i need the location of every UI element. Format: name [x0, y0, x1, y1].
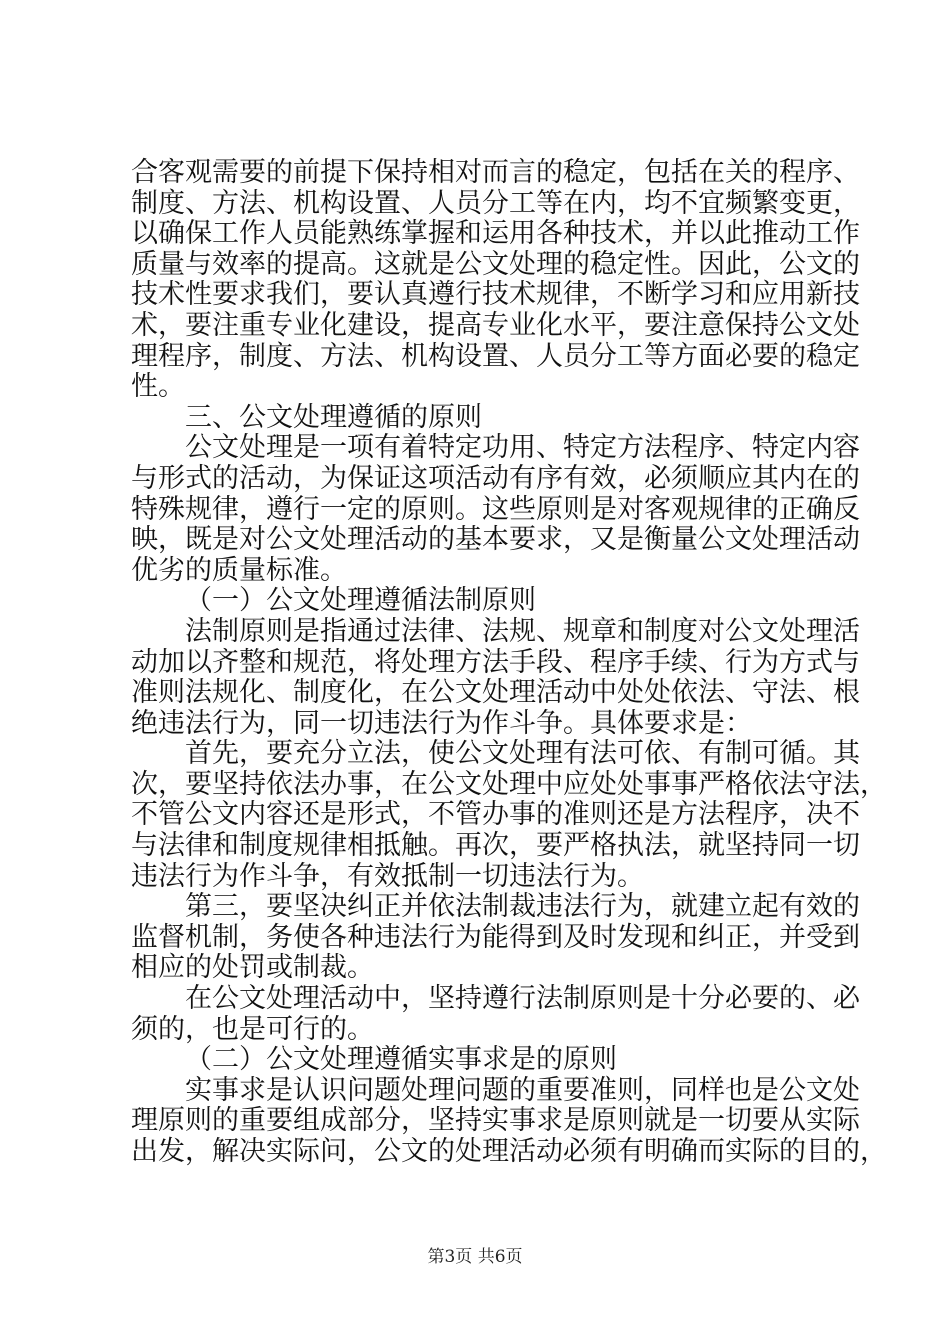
text-line: 性。	[131, 371, 185, 403]
text-line: 与形式的活动，为保证这项活动有序有效，必须顺应其内在的	[131, 462, 860, 494]
text-line: 在公文处理活动中，坚持遵行法制原则是十分必要的、必	[185, 983, 860, 1015]
text-line: 理原则的重要组成部分，坚持实事求是原则就是一切要从实际	[131, 1105, 860, 1137]
document-body	[131, 157, 887, 1168]
text-line: 映，既是对公文处理活动的基本要求，又是衡量公文处理活动	[131, 524, 860, 556]
text-line: 制度、方法、机构设置、人员分工等在内，均不宜频繁变更，	[131, 187, 860, 219]
text-line: 质量与效率的提高。这就是公文处理的稳定性。因此，公文的	[131, 248, 860, 280]
text-line: 术，要注重专业化建设，提高专业化水平，要注意保持公文处	[131, 309, 860, 341]
text-line: 以确保工作人员能熟练掌握和运用各种技术，并以此推动工作	[131, 218, 860, 250]
text-line: 合客观需要的前提下保持相对而言的稳定，包括在关的程序、	[131, 157, 860, 188]
text-line: 第三，要坚决纠正并依法制裁违法行为，就建立起有效的	[185, 891, 860, 923]
text-line: 优劣的质量标准。	[131, 554, 347, 586]
page-footer: 第3页 共6页	[427, 1247, 523, 1267]
text-line: 监督机制，务使各种违法行为能得到及时发现和纠正，并受到	[131, 921, 860, 953]
text-line: 相应的处罚或制裁。	[131, 952, 374, 984]
text-line: 公文处理是一项有着特定功用、特定方法程序、特定内容	[185, 432, 860, 464]
text-line: 出发，解决实际问，公文的处理活动必须有明确而实际的目的，	[131, 1136, 887, 1167]
text-line: 绝违法行为，同一切违法行为作斗争。具体要求是：	[131, 707, 752, 739]
text-line: 特殊规律，遵行一定的原则。这些原则是对客观规律的正确反	[131, 493, 860, 525]
text-line: 动加以齐整和规范，将处理方法手段、程序手续、行为方式与	[131, 646, 860, 678]
text-line: 法制原则是指通过法律、法规、规章和制度对公文处理活	[185, 615, 860, 647]
text-line: （一）公文处理遵循法制原则	[185, 585, 536, 617]
text-line: 不管公文内容还是形式，不管办事的准则还是方法程序，决不	[131, 799, 860, 831]
text-line: 准则法规化、制度化，在公文处理活动中处处依法、守法、根	[131, 677, 860, 709]
text-line: 次，要坚持依法办事，在公文处理中应处处事事严格依法守法，	[131, 768, 887, 800]
text-line: 理程序，制度、方法、机构设置、人员分工等方面必要的稳定	[131, 340, 860, 372]
text-line: 首先，要充分立法，使公文处理有法可依、有制可循。其	[185, 738, 860, 770]
text-line: 技术性要求我们，要认真遵行技术规律，不断学习和应用新技	[131, 279, 860, 311]
text-line: 三、公文处理遵循的原则	[185, 401, 482, 433]
text-line: 须的，也是可行的。	[131, 1013, 374, 1045]
text-line: 与法律和制度规律相抵触。再次，要严格执法，就坚持同一切	[131, 830, 860, 862]
text-line: （二）公文处理遵循实事求是的原则	[185, 1044, 617, 1076]
text-line: 实事求是认识问题处理问题的重要准则，同样也是公文处	[185, 1074, 860, 1106]
text-line: 违法行为作斗争，有效抵制一切违法行为。	[131, 860, 644, 892]
